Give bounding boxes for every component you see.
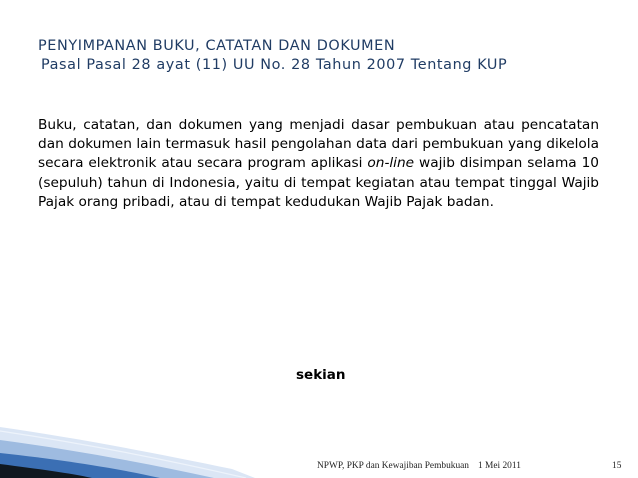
- title-line-2: Pasal Pasal 28 ayat (11) UU No. 28 Tahun 2007 Tentang KUP: [41, 57, 508, 73]
- closing-text: sekian: [296, 367, 346, 383]
- footer-date: 1 Mei 2011: [478, 461, 521, 471]
- body-text-italic-online: on-line: [367, 155, 415, 172]
- body-paragraph: [38, 116, 599, 212]
- title-line-1: PENYIMPANAN BUKU, CATATAN DAN DOKUMEN: [38, 38, 396, 54]
- footer-page-number: 15: [612, 461, 622, 471]
- body-text-before-italic: Buku, catatan, dan dokumen yang menjadi dasar pembukuan atau pencatatan dan dokumen lain termasuk hasil pengolahan data dari pembukuan yang dikelola secara elektronik atau secara program aplikasi: [38, 117, 599, 172]
- footer-presentation-title: NPWP, PKP dan Kewajiban Pembukuan: [317, 461, 469, 471]
- slide-title: [38, 37, 618, 75]
- body-text-after-italic: wajib disimpan selama 10 (sepuluh) tahun di Indonesia, yaitu di tempat kegiatan atau tempat tinggal Wajib Pajak orang pribadi, atau di tempat kedudukan Wajib Pajak badan.: [38, 155, 599, 210]
